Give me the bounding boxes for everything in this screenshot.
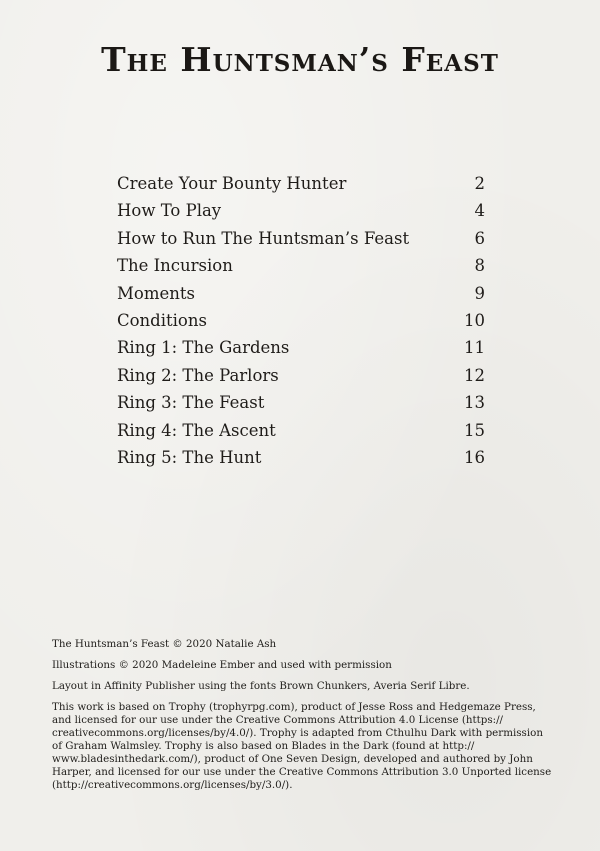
toc-entry-label: How To Play [117, 201, 222, 221]
toc-entry [117, 338, 485, 365]
toc-entry [117, 201, 485, 228]
toc-entry-label: Create Your Bounty Hunter [117, 174, 347, 193]
toc-entry-page: 16 [464, 447, 485, 467]
table-of-contents [117, 174, 485, 475]
toc-entry [117, 366, 485, 393]
toc-entry [117, 229, 485, 256]
toc-entry-label: Ring 2: The Parlors [117, 365, 279, 385]
toc-entry [117, 448, 485, 475]
layout-line: Layout in Affinity Publisher using the fonts Brown Chunkers, Averia Serif Libre. [52, 680, 470, 692]
toc-entry-page: 10 [464, 310, 485, 330]
toc-entry-page: 15 [464, 420, 485, 440]
toc-entry-page: 6 [474, 228, 485, 248]
toc-entry-label: Ring 5: The Hunt [117, 447, 262, 467]
toc-entry-page: 9 [474, 283, 485, 303]
toc-entry [117, 421, 485, 448]
toc-entry-page: 8 [474, 256, 485, 276]
toc-entry [117, 256, 485, 283]
toc-entry [117, 393, 485, 420]
toc-entry-label: Conditions [117, 310, 207, 330]
toc-entry-page: 12 [464, 365, 485, 385]
toc-entry-page: 11 [464, 338, 485, 358]
page-title: The Huntsman’s Feast [101, 40, 499, 79]
toc-entry [117, 174, 485, 201]
credits-block [52, 638, 552, 800]
toc-entry-page: 13 [464, 393, 485, 413]
license-paragraph: This work is based on Trophy (trophyrpg.com), product of Jesse Ross and Hedgemaze Press, and licensed for our use under the Creative Commons Attribution 4.0 License (https:// creativecommons.org/licenses/by/4.0/). Trophy is adapted from Cthulhu Dark with permission of Graham Walmsley. Trophy is also based on Blades in the Dark (found at http:// www.bladesinthedark.com/), product of One Seven Design, developed and authored by John Harper, and licensed for our use under the Creative Commons Attribution 3.0 Unported license (http://creativecommons.org/licenses/by/3.0/). [52, 701, 552, 791]
toc-entry [117, 311, 485, 338]
illustrations-line: Illustrations © 2020 Madeleine Ember and used with permission [52, 659, 392, 671]
toc-entry-label: Ring 1: The Gardens [117, 338, 290, 358]
toc-entry-label: Ring 3: The Feast [117, 393, 265, 413]
toc-entry-page: 2 [474, 174, 485, 193]
toc-entry-label: The Incursion [117, 256, 233, 276]
toc-entry [117, 284, 485, 311]
toc-entry-label: Moments [117, 283, 195, 303]
toc-entry-label: Ring 4: The Ascent [117, 420, 276, 440]
toc-entry-label: How to Run The Huntsman’s Feast [117, 228, 410, 248]
copyright-line: The Huntsman’s Feast © 2020 Natalie Ash [52, 638, 277, 650]
toc-entry-page: 4 [474, 201, 485, 221]
